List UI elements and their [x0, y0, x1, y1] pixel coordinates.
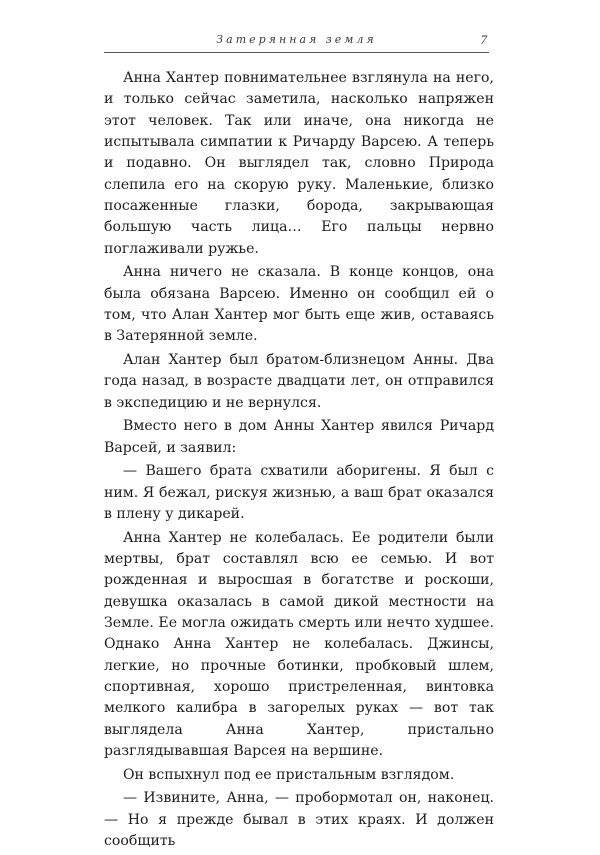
paragraph: Анна Хантер не колебалась. Ее родители были мертвы, брат составлял всю ее семью. И вот рожденная и выросшая в богатстве и роскоши, девушка оказалась в самой дикой местности на Земле. Ее могла ожидать смерть или нечто худшее. Однако Анна Хантер не колебалась. Джинсы, легкие, но прочные ботинки, пробковый шлем, спортивная, хорошо пристреленная, винтовка мелкого калибра в загорелых руках — вот так выглядела Анна Хантер, пристально разглядывавшая Варсея на вершине.: [104, 529, 494, 760]
page-number: 7: [480, 32, 487, 47]
paragraph: Алан Хантер был братом-близнецом Анны. Два года назад, в возрасте двадцати лет, он отправился в экспедицию и не вернулся.: [104, 352, 494, 411]
paragraph: Анна ничего не сказала. В конце концов, она была обязана Варсею. Именно он сообщил ей о том, что Алан Хантер мог быть еще жив, оставаясь в Затерянной земле.: [104, 264, 494, 345]
paragraph: — Извините, Анна, — пробормотал он, наконец. — Но я прежде бывал в этих краях. И должен сообщить: [104, 790, 494, 850]
paragraph: Вместо него в дом Анны Хантер явился Ричард Варсей, и заявил:: [104, 418, 494, 456]
header-rule: [104, 52, 489, 53]
running-head: [104, 31, 489, 53]
paragraph: Он вспыхнул под ее пристальным взглядом.: [123, 766, 455, 783]
body-text: [104, 68, 494, 855]
paragraph: Анна Хантер повнимательнее взглянула на него, и только сейчас заметила, насколько напряжен этот человек. Так или иначе, она никогда не испытывала симпатии к Ричарду Варсею. А теперь и подавно. Он выглядел так, словно Природа слепила его на скорую руку. Маленькие, близко посаженные глазки, борода, закрывающая большую часть лица… Его пальцы нервно поглаживали ружье.: [104, 70, 494, 257]
running-title: Затерянная земля: [216, 33, 377, 46]
paragraph: — Вашего брата схватили аборигены. Я был с ним. Я бежал, рискуя жизнью, а ваш брат оказался в плену у дикарей.: [104, 463, 494, 523]
